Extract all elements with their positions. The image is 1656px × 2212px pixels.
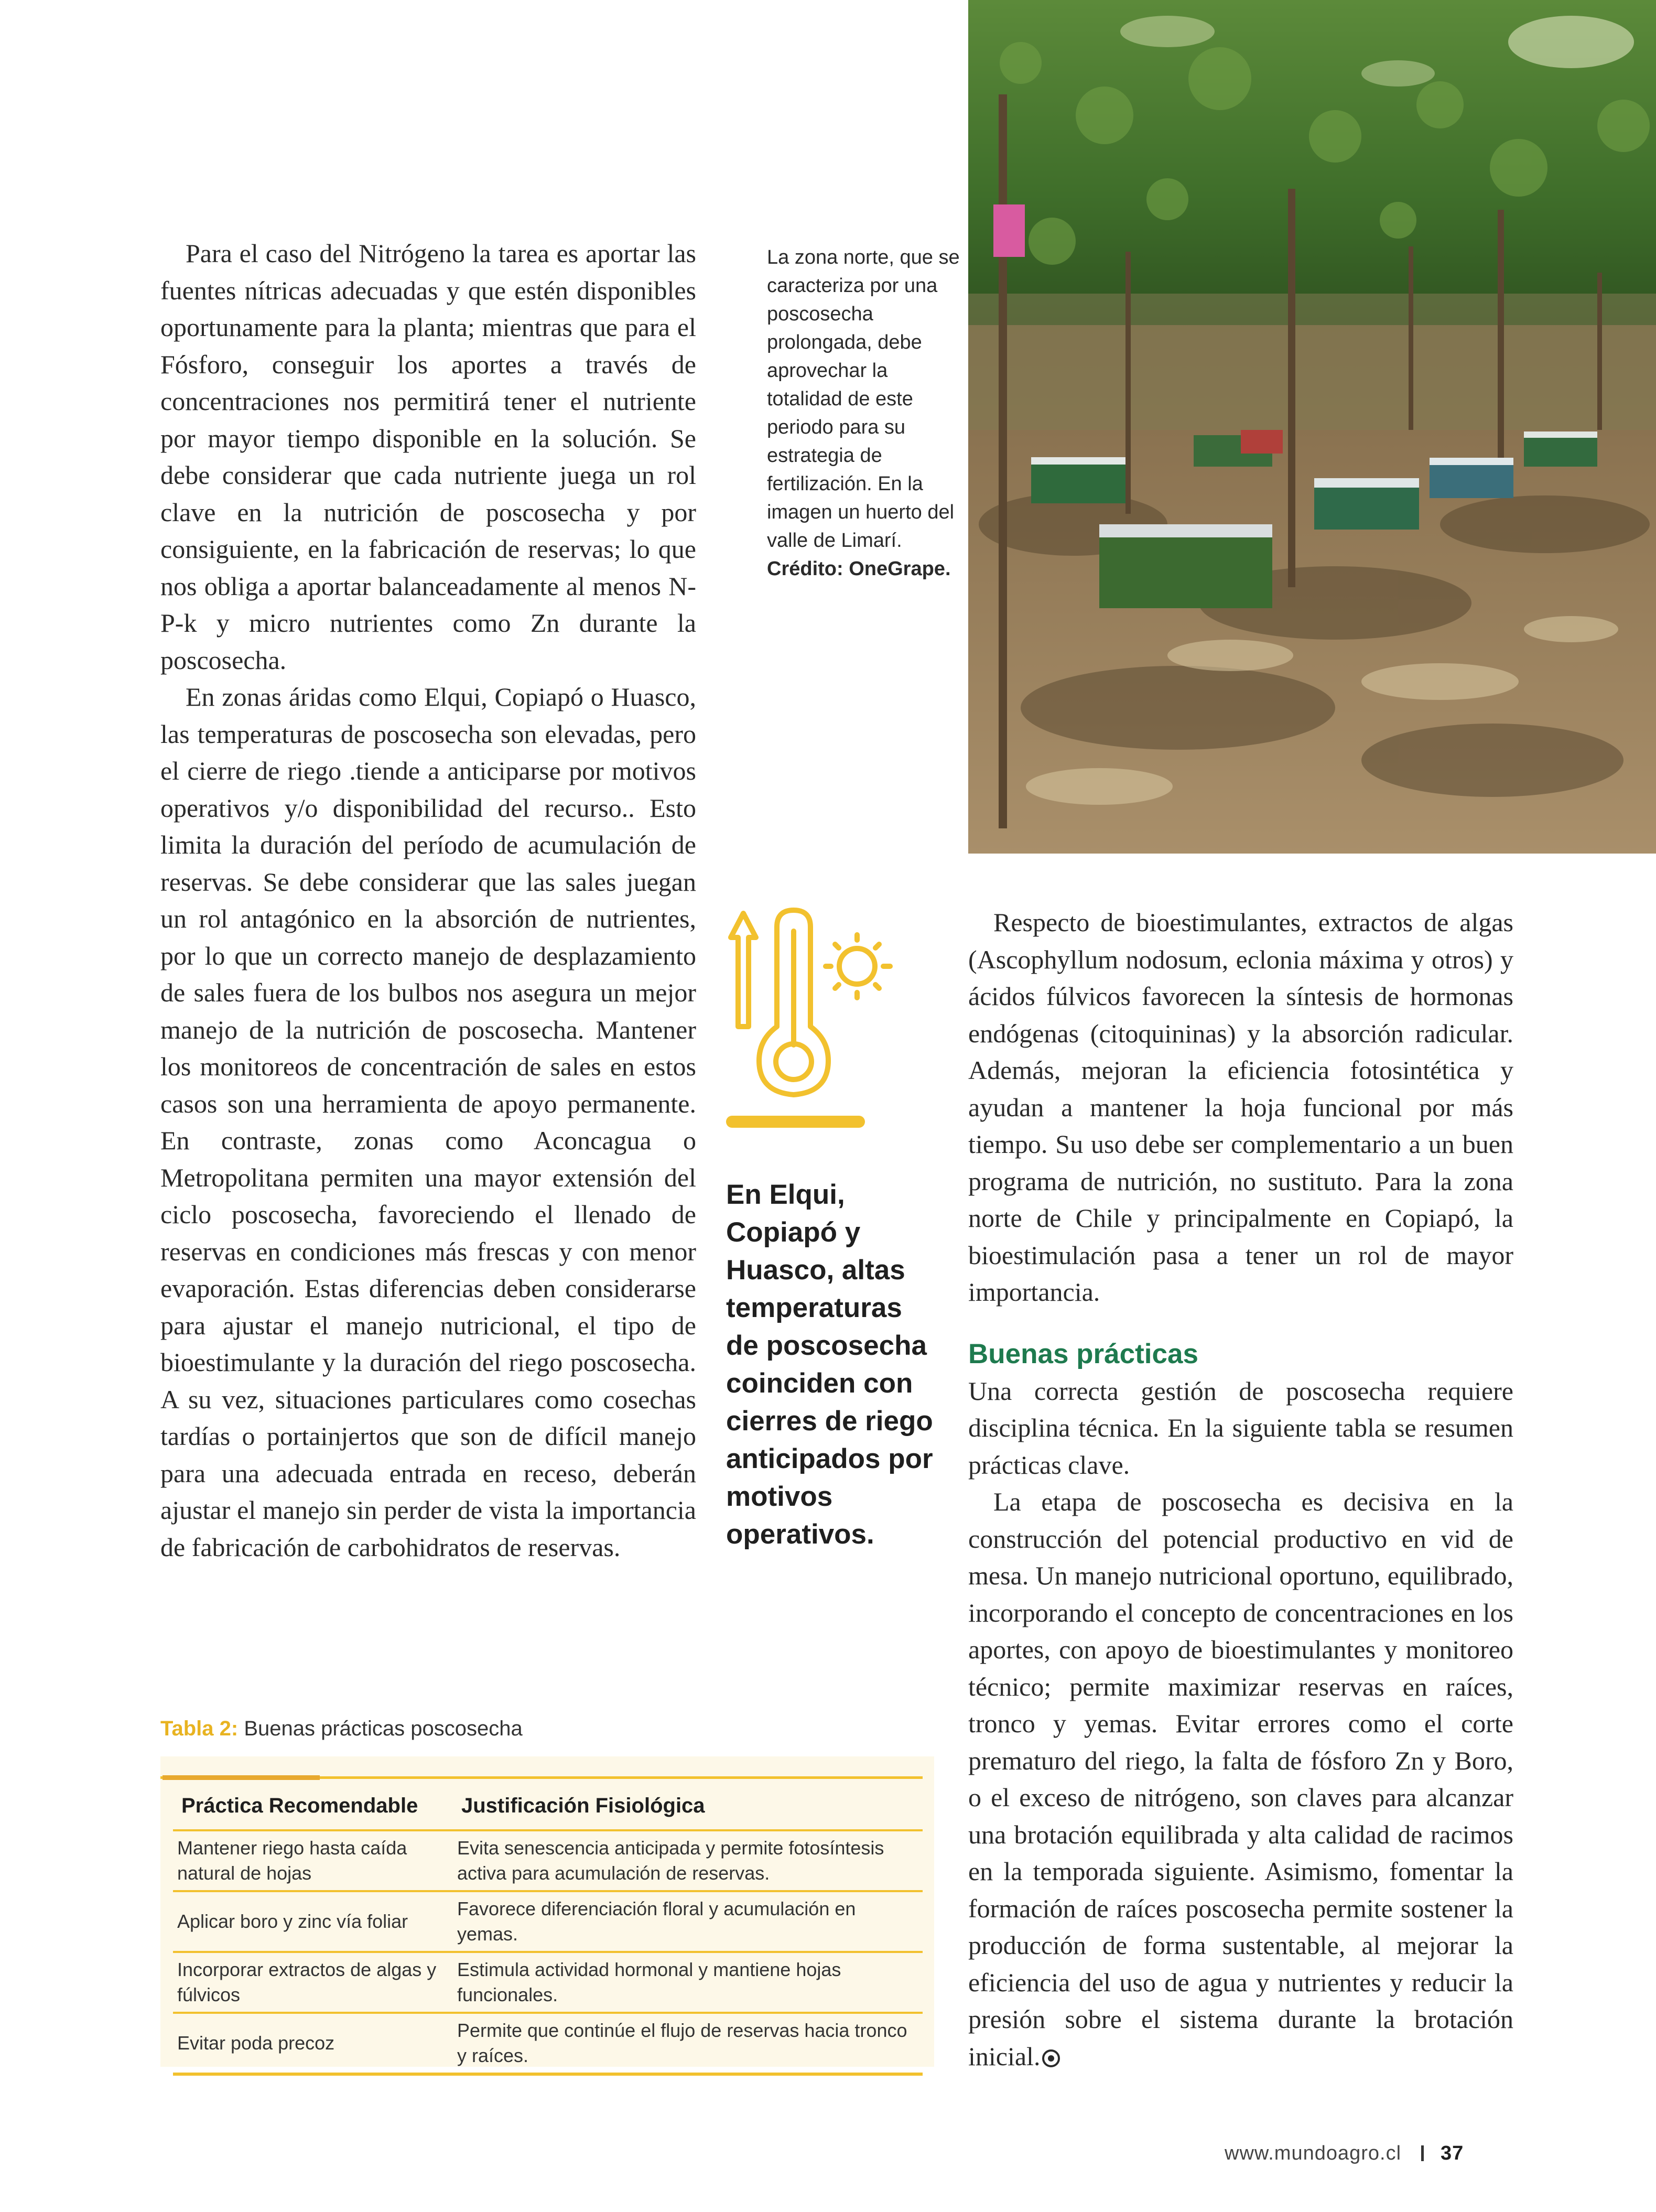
table-row [173, 2013, 923, 2074]
body-paragraph: Para el caso del Nitrógeno la tarea es aportar las fuentes nítricas adecuadas y que estén disponibles oportunamente para la planta; mientras que para el Fósforo, conseguir los aportes a través de concentraciones nos permitirá tener el nutriente por mayor tiempo disponible en la solución. Se debe considerar que cada nutriente juega un rol clave en la nutrición de poscosecha y por consiguiente, en la fabricación de reservas; lo que nos obliga a aportar balanceadamente al menos N-P-k y micro nutrientes como Zn durante la poscosecha. [160, 239, 696, 675]
body-paragraph [968, 1483, 1513, 2075]
table-caption [160, 1717, 523, 1741]
table-header-cell: Justificación Fisiológica [461, 1794, 705, 1817]
end-of-article-icon [1042, 2049, 1060, 2067]
section-heading: Buenas prácticas [968, 1338, 1198, 1369]
body-paragraph-text: La etapa de poscosecha es decisiva en la construcción del potencial productivo en vid de mesa. Un manejo nutricional oportuno, equilibrado, incorporando el concepto de concentraciones en los aportes, con apoyo de bioestimulantes y monitoreo técnico; permite maximizar reservas en raíces, tronco y yemas. Evitar errores como el corte prematuro del riego, la falta de fósforo Zn y Boro, o el exceso de nitrógeno, son claves para alcanzar una brotación equilibrada y alta calidad de racimos en la temporada siguiente. Asimismo, fomentar la formación de raíces poscosecha permite sostener la producción de forma sustentable, al mejorar la eficiencia del uso de agua y nutrientes y reducir la presión sobre el sistema durante la brotación inicial. [968, 1487, 1513, 2071]
table-caption-text: Buenas prácticas poscosecha [244, 1717, 523, 1740]
table-cell: Evita senescencia anticipada y permite fotosíntesis activa para acumulación de reservas. [453, 1830, 923, 1891]
accent-bar [726, 1116, 865, 1128]
article-body-right [968, 904, 1513, 2075]
photo-caption [767, 243, 961, 583]
practices-table [173, 1783, 923, 2076]
table-row [173, 1830, 923, 1891]
footer-url[interactable]: www.mundoagro.cl [1225, 2142, 1402, 2164]
table-header-cell: Práctica Recomendable [181, 1794, 418, 1817]
table-cell: Permite que continúe el flujo de reservas hacia tronco y raíces. [453, 2013, 923, 2074]
caption-credit: Crédito: OneGrape. [767, 558, 951, 580]
page-number: 37 [1441, 2142, 1464, 2164]
pull-quote: En Elqui, Copiapó y Huasco, altas temperaturas de poscosecha coinciden con cierres de riego anticipados por motivos operativos. [726, 1179, 933, 1550]
table-cell: Mantener riego hasta caída natural de hojas [173, 1830, 453, 1891]
caption-text: La zona norte, que se caracteriza por una poscosecha prolongada, debe aprovechar la totalidad de este periodo para su estrategia de fertilización. En la imagen un huerto del valle de Limarí. [767, 246, 960, 552]
table-header-row [173, 1783, 923, 1830]
table-cell: Evitar poda precoz [173, 2013, 453, 2074]
table-cell: Incorporar extractos de algas y fúlvicos [173, 1952, 453, 2013]
vineyard-photo [968, 0, 1656, 854]
body-paragraph: En zonas áridas como Elqui, Copiapó o Huasco, las temperaturas de poscosecha son elevadas, pero el cierre de riego .tiende a anticiparse por motivos operativos y/o disponibilidad del recurso.. Esto limita la duración del período de acumulación de reservas. Se debe considerar que las sales juegan un rol antagónico en la absorción de nutrientes, por lo que un correcto manejo de desplazamiento de sales fuera de los bulbos nos asegura un mejor manejo de la nutrición de poscosecha. Mantener los monitoreos de concentración de sales en estos casos son una herramienta de apoyo permanente. En contraste, zonas como Aconcagua o Metropolitana permiten una mayor extensión del ciclo poscosecha, favoreciendo el llenado de reservas en condiciones más frescas y con menor evaporación. Estas diferencias deben considerarse para ajustar el manejo nutricional, el tipo de bioestimulante y la duración del riego poscosecha. A su vez, situaciones particulares como cosechas tardías o portainjertos que son de difícil manejo para una adecuada entrada en receso, deberán ajustar el manejo sin perder de vista la importancia de fabricación de carbohidratos de reservas. [160, 682, 696, 1562]
page-footer [1225, 2142, 1464, 2165]
table-cell: Favorece diferenciación floral y acumulación en yemas. [453, 1891, 923, 1952]
body-paragraph: Respecto de bioestimulantes, extractos de algas (Ascophyllum nodosum, eclonia máxima y otros) y ácidos fúlvicos favorecen la síntesis de hormonas endógenas (citoquininas) y la absorción radicular. Además, mejoran la eficiencia fotosintética y ayudan a mantener la hoja funcional por más tiempo. Su uso debe ser complementario a un buen programa de nutrición, no sustituto. Para la zona norte de Chile y principalmente en Copiapó, la bioestimulación pasa a tener un rol de mayor importancia. [968, 908, 1513, 1307]
table-cell: Aplicar boro y zinc vía foliar [173, 1891, 453, 1952]
table-row [173, 1952, 923, 2013]
body-paragraph: Una correcta gestión de poscosecha requiere disciplina técnica. En la siguiente tabla se resumen prácticas clave. [968, 1376, 1513, 1480]
table-caption-label: Tabla 2: [160, 1717, 239, 1740]
table-row [173, 1891, 923, 1952]
table-accent-rule [163, 1775, 320, 1780]
article-body-left [160, 235, 696, 1566]
footer-separator [1421, 2145, 1424, 2161]
table-cell: Estimula actividad hormonal y mantiene hojas funcionales. [453, 1952, 923, 2013]
thermometer-sun-icon [723, 906, 904, 1100]
